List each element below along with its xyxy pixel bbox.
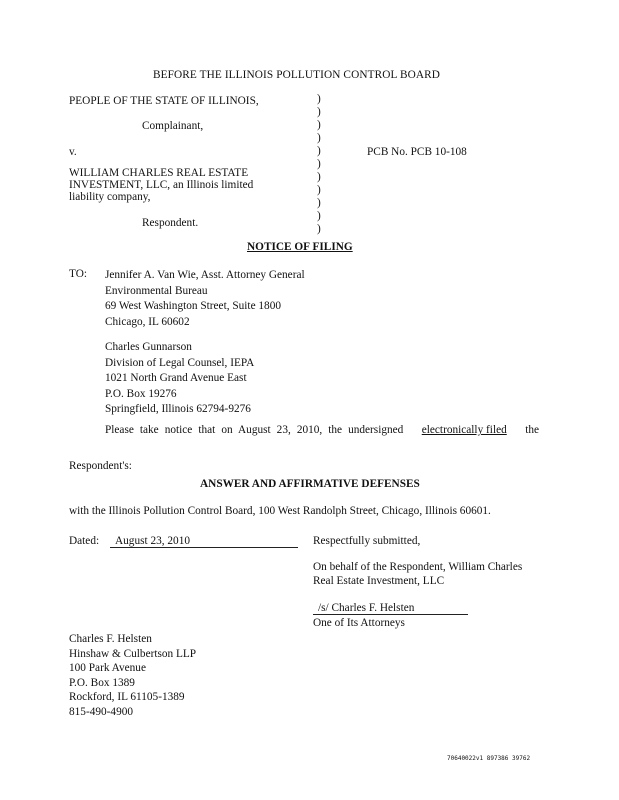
recipient-1-line: Jennifer A. Van Wie, Asst. Attorney General [105,269,305,281]
document-title: ANSWER AND AFFIRMATIVE DEFENSES [200,478,420,490]
recipient-1-line: Environmental Bureau [105,284,208,297]
paren: ) [317,132,321,144]
notice-text-part1: Please take notice that on August 23, 2010, the undersigned [105,424,404,436]
notice-text-part2: the [525,424,539,436]
recipient-2 [105,340,254,418]
paren: ) [317,119,321,131]
signature-line [313,614,468,615]
dated-value: August 23, 2010 [115,535,191,547]
date-underline [110,547,298,548]
notice-text-continued: Respondent's: [69,460,132,472]
paren: ) [317,197,321,209]
document-footer-code: 70640022v1 897386 39762 [447,755,531,762]
attorney-line: Charles F. Helsten [69,633,152,645]
recipient-2-line: 1021 North Grand Avenue East [105,372,247,384]
recipient-1-line: Chicago, IL 60602 [105,315,190,328]
paren: ) [317,145,321,157]
to-label: TO: [69,268,87,280]
plaintiff-name: PEOPLE OF THE STATE OF ILLINOIS, [69,95,259,107]
signature-title: One of Its Attorneys [313,617,405,629]
recipient-1-line: 69 West Washington Street, Suite 1800 [105,300,281,312]
on-behalf-block [313,561,522,588]
defendant-line: INVESTMENT, LLC, an Illinois limited [69,179,254,191]
complainant-role: Complainant, [142,120,204,132]
attorney-line: 815-490-4900 [69,705,134,718]
dated-label: Dated: [69,535,100,547]
on-behalf-line: On behalf of the Respondent, William Charles [313,561,523,573]
on-behalf-line: Real Estate Investment, LLC [313,574,445,587]
board-heading: BEFORE THE ILLINOIS POLLUTION CONTROL BOARD [153,69,441,81]
attorney-line: Rockford, IL 61105-1389 [69,691,185,704]
signature: /s/ Charles F. Helsten [318,602,415,614]
attorney-block [69,632,196,720]
recipient-1 [105,268,305,330]
respectfully-submitted: Respectfully submitted, [313,535,421,547]
caption-parentheses [317,93,321,236]
paren: ) [317,223,321,235]
notice-paragraph [105,424,539,437]
case-number: PCB No. PCB 10-108 [367,146,467,158]
respondent-role: Respondent. [142,217,199,229]
defendant-name [69,167,253,203]
versus-label: v. [69,146,77,158]
paren: ) [317,184,321,196]
defendant-line: WILLIAM CHARLES REAL ESTATE [69,167,249,179]
recipient-2-line: Charles Gunnarson [105,341,192,353]
notice-text-underlined: electronically filed [421,424,507,436]
paren: ) [317,158,321,170]
recipient-2-line: P.O. Box 19276 [105,387,177,400]
paren: ) [317,106,321,118]
recipient-2-line: Springfield, Illinois 62794-9276 [105,403,251,415]
defendant-line: liability company, [69,191,151,203]
attorney-line: Hinshaw & Culbertson LLP [69,647,197,660]
filed-with-text: with the Illinois Pollution Control Board, 100 West Randolph Street, Chicago, Illinois 60601. [69,505,491,517]
attorney-line: P.O. Box 1389 [69,676,135,689]
notice-title: NOTICE OF FILING [247,241,353,253]
paren: ) [317,93,321,105]
recipient-2-line: Division of Legal Counsel, IEPA [105,356,255,369]
paren: ) [317,210,321,222]
paren: ) [317,171,321,183]
attorney-line: 100 Park Avenue [69,662,146,675]
